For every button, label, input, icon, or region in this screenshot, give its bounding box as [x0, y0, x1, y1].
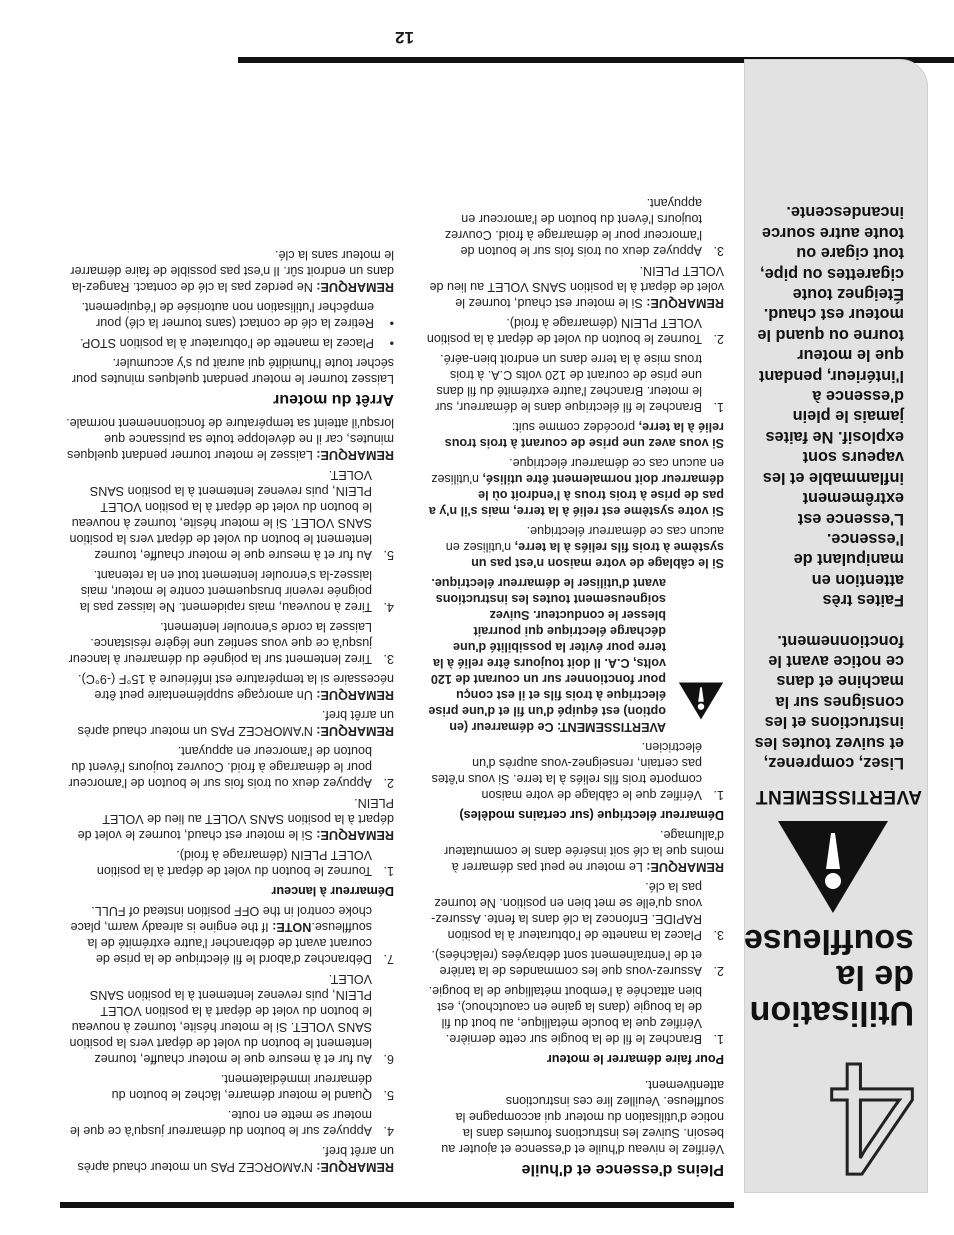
manual-prime-remark: REMARQUE: N'AMORCEZ PAS un moteur chaud après un arrêt bref. — [77, 708, 394, 738]
electric-warning-icon — [678, 681, 724, 721]
start-step-7: 7. Débranchez d'abord le fil électrique de la prise de courant avant de débrancher l'autre extrémité de la souffleuse.NOTE: If the engine is already warm, place choke control in the OFF position instead of FULL. — [70, 904, 394, 966]
key-storage-remark: REMARQUE: Ne perdez pas la clé de contact. Rangez-la dans un endroit sûr. Il n'est pas possible de faire démarrer le moteur sans la clé. — [70, 248, 394, 294]
plug-step-3: 3. Appuyez deux ou trois fois sur le bouton de l'amorceur pour le démarrage à froid. Couvrez toujours l'évent du bouton de l'amorceur en appuyant. — [444, 196, 724, 258]
manual-starter-heading: Démarreur à lanceur — [271, 884, 394, 898]
manual-choke-remark: REMARQUE: Si le moteur est chaud, tournez le volet de départ à la position SANS VOLET au lieu de VOLET PLEIN. — [77, 796, 394, 842]
stop-engine-text: Laissez tourner le moteur pendant quelques minutes pour sécher toute l'humidité qui aurait pu s'y accumuler. — [71, 356, 394, 386]
manual-step-4: 4. Tirez à nouveau, mais rapidement. Ne laissez pas la poignée revenir brusquement contre le moteur, mais laissez-la s'enrouler lentement tout en la retenant. — [79, 568, 394, 614]
choke-remark: REMARQUE: Si le moteur est chaud, tournez le volet de départ à la position SANS VOLET au lieu de VOLET PLEIN. — [429, 264, 724, 310]
electric-step-1: 1. Vérifiez que le câblage de votre maison comporte trois fils reliés à la terre. Si vous n'êtes pas certain, renseignez-vous auprès d'un électricien. — [431, 740, 724, 802]
chapter-title: Utilisation de la souffleuse — [743, 922, 914, 1032]
column-2 — [64, 243, 394, 1177]
top-rule — [60, 1202, 734, 1208]
stop-bullet-1: • Placez la manette de l'obturateur à la position STOP. — [80, 336, 394, 350]
outlet-note: Si vous avez une prise de courant à trois trous relié à la terre, procédez comme suit: — [444, 420, 724, 450]
manual-step-1: 1. Tournez le bouton du volet de départ à la position VOLET PLEIN (démarrage à froid). — [96, 848, 394, 878]
start-step-3: 3. Placez la manette de l'obturateur à la position RAPIDE. Enfoncez la clé dans la fente. Assurez-vous qu'elle se met bien en position. Ne tournez pas la clé. — [431, 880, 724, 942]
warning-read-text: Lisez, comprenez, et suivez toutes les instructions et les consignes sur la machine et dans ce notice avant le fonctionnement. — [754, 631, 904, 772]
prime-remark: REMARQUE: N'AMORCEZ PAS un moteur chaud après un arrêt bref. — [77, 1144, 394, 1174]
start-engine-heading: Pour faire démarrer le moteur — [546, 1052, 724, 1066]
fuel-oil-intro: Vérifiez le niveau d'huile et d'essence et ajouter au besoin. Suivez les instructions fournies dans la notice d'utilisation du moteur qui accompagne la souffleuse. Veuillez lire ces instructions attentivement. — [441, 1078, 724, 1156]
warning-triangle-icon — [776, 819, 890, 915]
manual-step-2: 2. Appuyez deux ou trois fois sur le bouton de l'amorceur pour le démarrage à froid. Couvrez toujours l'évent du bouton de l'amorceur en appuyant. — [68, 744, 394, 790]
fuel-warning-text: Faites très attention en manipulant de l'essence. L'essence est extrêmement inflammable et les vapeurs sont explosif. Ne faites jamais le plein d'essence à l'intérieur, pendant que le moteur tourne ou quand le moteur est chaud. Éteignez toute cigarettes ou pipe, tout cigare ou toute autre source incandescente. — [757, 203, 904, 610]
start-step-6: 6. Au fur et à mesure que le moteur chauffe, tournez lentement le bouton du volet de départ vers la position SANS VOLET. Si le moteur hésite, tournez à nouveau le bouton du volet de départ à la position VOLET PLEIN, puis revenez lentement à la position SANS VOLET. — [69, 972, 394, 1066]
chapter-number: 4 — [827, 1030, 916, 1209]
fuel-oil-heading: Pleins d'essence et d'huile — [521, 1161, 724, 1178]
manual-step-3: 3. Tirez lentement sur la poignée du démarreur à lanceur jusqu'à ce que vous sentiez une légère résistance. Laissez la corde s'enrouler lentement. — [68, 620, 394, 666]
stop-engine-heading: Arrêt du moteur — [273, 391, 394, 408]
electric-warning-block: AVERTISSEMENT: Ce démarreur (en option) est équipé d'un fil et d'une prise électrique à trois fils et il est conçu pour fonctionner sur un courant de 120 volts, C.A. Il doit toujours être relié à la terre pour éviter la possibilité d'une décharge électrique qui pourrait blesser le conducteur. Suivez soigneusement toutes les instructions avant d'utiliser le démarreur électrique. — [426, 575, 724, 735]
electric-starter-heading: Démarreur électrique (sur certains modèles) — [459, 808, 724, 822]
start-step-4: 4. Appuyez sur le bouton du démarreur jusqu'à ce que le moteur se mette en route. — [69, 1108, 394, 1138]
wiring-note: Si le câblage de votre maison n'est pas un système à trois fils reliés à la terre, n'utilisez en aucun cas ce démarreur électrique. — [445, 524, 724, 570]
start-step-5: 5. Quand le moteur démarre, lâchez le bouton du démarreur immédiatement. — [111, 1072, 394, 1102]
start-step-2: 2. Assurez-vous que les commandes de la tarière et de l'entraînement sont débrayées (relâchées). — [431, 948, 724, 978]
electric-warning-text: Ce démarreur (en option) est équipé d'un fil et d'une prise électrique à trois fils et il est conçu pour fonctionner sur un courant de 120 volts, C.A. Il doit toujours être relié à la terre pour éviter la possibilité d'une décharge électrique qui pourrait blesser le conducteur. Suivez soigneusement toutes les instructions avant d'utiliser le démarreur électrique. — [428, 576, 666, 734]
manual-temp-remark: REMARQUE: Un amorçage supplémentaire peut être nécessaire si la température est inférieure à 15°F (-9°C). — [78, 672, 394, 702]
manual-step-5: 5. Au fur et à mesure que le moteur chauffe, tournez lentement le bouton du volet de départ vers la position SANS VOLET. Si le moteur hésite, tournez à nouveau le bouton du volet de départ à la position VOLET PLEIN, puis revenez lentement à la position SANS VOLET. — [69, 468, 394, 562]
page-number: 12 — [395, 28, 414, 47]
warmup-remark: REMARQUE: Laissez le moteur tourner pendant quelques minutes, car il ne développe toute sa puissance que lorsqu'il atteint sa température de fonctionnement normale. — [66, 416, 394, 462]
key-remark: REMARQUE: Le moteur ne peut pas démarrer à moins que la clé soit insérée dans le commutateur d'allumage. — [443, 828, 724, 874]
stop-bullet-2: • Retirez la clé de contact (sans tourner la clé) pour empêcher l'utilisation non autorisée de l'équipement. — [81, 300, 394, 330]
start-step-1: 1. Branchez le fil de la bougie sur cette dernière. Vérifiez que la boucle métallique, au bout du fil de la bougie (dans la gaine en caoutchouc), est bien attachée à l'embout métallique de la bougie. — [428, 984, 724, 1046]
ground-note: Si votre système est relié à la terre, mais s'il n'y a pas de prise à trois trous à l'endroit où le démarreur doit normalement être utilisé, n'utilisez en aucun cas ce démarreur électrique. — [428, 456, 724, 518]
warning-title: AVERTISSEMENT — [755, 786, 922, 807]
plug-step-2: 2. Tournez le bouton du volet de départ à la position VOLET PLEIN (démarrage à froid). — [426, 316, 724, 346]
column-1 — [426, 191, 724, 1177]
plug-step-1: 1. Branchez le fil électrique dans le démarreur, sur le moteur. Branchez l'autre extrémité du fil dans une prise de courant de 120 volts C.A. à trois trous mise à la terre dans un endroit bien-aéré. — [435, 352, 724, 414]
warning-text — [754, 202, 904, 773]
